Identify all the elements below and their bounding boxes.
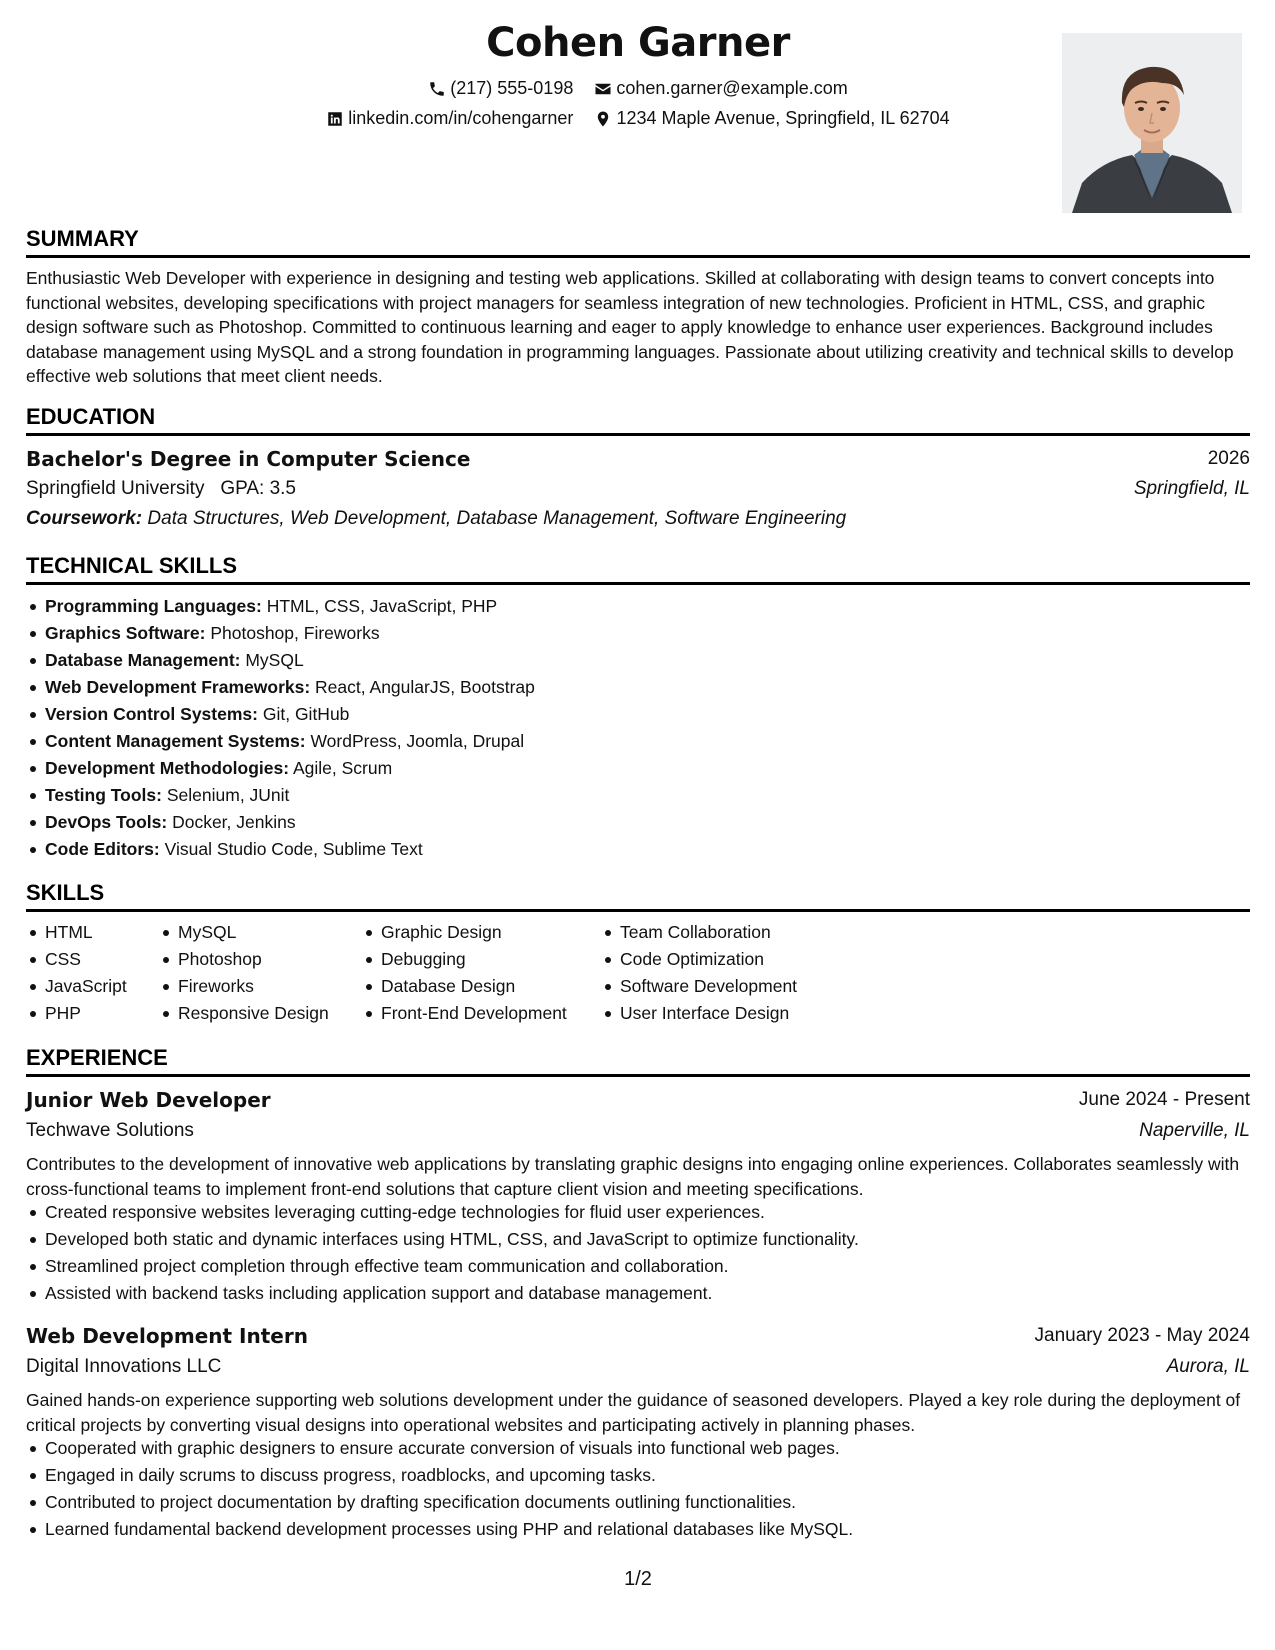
- list-item: Team Collaboration: [620, 919, 797, 946]
- list-item: Learned fundamental backend development processes using PHP and relational databases like MySQL.: [45, 1516, 853, 1543]
- list-item: [45, 809, 535, 836]
- skills-heading: SKILLS: [26, 880, 1250, 912]
- skill-label: DevOps Tools:: [45, 812, 168, 832]
- experience-heading: EXPERIENCE: [26, 1045, 1250, 1077]
- skill-value: Agile, Scrum: [292, 758, 393, 778]
- email-item[interactable]: [594, 78, 847, 99]
- skill-value: WordPress, Joomla, Drupal: [310, 731, 525, 751]
- skill-label: Code Editors:: [45, 839, 160, 859]
- address-text: 1234 Maple Avenue, Springfield, IL 62704: [616, 108, 950, 128]
- education-year: 2026: [1207, 448, 1250, 469]
- list-item: User Interface Design: [620, 1000, 797, 1027]
- list-item: [45, 755, 535, 782]
- list-item: [45, 620, 535, 647]
- skills-column-2: [159, 919, 329, 1027]
- technical-skills-list: [26, 593, 535, 863]
- list-item: [45, 728, 535, 755]
- education-heading: EDUCATION: [26, 404, 1250, 436]
- list-item: Code Optimization: [620, 946, 797, 973]
- skill-label: Testing Tools:: [45, 785, 162, 805]
- list-item: PHP: [45, 1000, 127, 1027]
- list-item: [45, 593, 535, 620]
- list-item: Streamlined project completion through effective team communication and collaboration.: [45, 1253, 859, 1280]
- job-2-dates: January 2023 - May 2024: [1034, 1325, 1250, 1346]
- skill-label: Database Management:: [45, 650, 241, 670]
- education-gpa: GPA: 3.5: [220, 478, 296, 499]
- email-link[interactable]: cohen.garner@example.com: [616, 78, 848, 98]
- envelope-icon: [594, 80, 612, 98]
- skill-value: Selenium, JUnit: [166, 785, 290, 805]
- phone-icon: [428, 80, 446, 98]
- list-item: Debugging: [381, 946, 567, 973]
- list-item: Assisted with backend tasks including application support and database management.: [45, 1280, 859, 1307]
- technical-skills-heading: TECHNICAL SKILLS: [26, 553, 1250, 585]
- skill-label: Version Control Systems:: [45, 704, 258, 724]
- list-item: MySQL: [178, 919, 329, 946]
- list-item: CSS: [45, 946, 127, 973]
- summary-text: Enthusiastic Web Developer with experience in designing and testing web applications. Skilled at collaborating with design teams to convert concepts into functional websites, developing specifications with project managers for seamless integration of new technologies. Proficient in HTML, CSS, and graphic design software such as Photoshop. Committed to continuous learning and eager to apply knowledge to enhance user experiences. Background includes database management using MySQL and a strong foundation in programming languages. Passionate about utilizing creativity and technical skills to develop effective web solutions that meet client needs.: [26, 268, 1234, 386]
- skills-column-3: [362, 919, 567, 1027]
- linkedin-link[interactable]: linkedin.com/in/cohengarner: [348, 108, 574, 128]
- list-item: Graphic Design: [381, 919, 567, 946]
- education-school: Springfield University: [26, 478, 205, 499]
- job-2-role: Web Development Intern: [26, 1324, 308, 1348]
- skill-value: Git, GitHub: [262, 704, 350, 724]
- list-item: Engaged in daily scrums to discuss progress, roadblocks, and upcoming tasks.: [45, 1462, 853, 1489]
- list-item: Responsive Design: [178, 1000, 329, 1027]
- job-1-bullets: [26, 1199, 859, 1307]
- skill-value: HTML, CSS, JavaScript, PHP: [266, 596, 498, 616]
- profile-photo-image: [1062, 33, 1242, 213]
- list-item: [45, 701, 535, 728]
- phone-item: [428, 78, 573, 99]
- list-item: Contributed to project documentation by drafting specification documents outlining functionalities.: [45, 1489, 853, 1516]
- education-location: Springfield, IL: [1133, 478, 1250, 499]
- education-coursework-wrap: [26, 506, 846, 532]
- coursework-list: Data Structures, Web Development, Database Management, Software Engineering: [147, 508, 847, 529]
- list-item: JavaScript: [45, 973, 127, 1000]
- job-1-description: Contributes to the development of innovative web applications by translating graphic designs into engaging online experiences. Collaborates seamlessly with cross-functional teams to implement front-end solutions that capture client vision and meeting specifications.: [26, 1154, 1240, 1199]
- job-1-dates: June 2024 - Present: [1078, 1089, 1250, 1110]
- map-pin-icon: [594, 110, 612, 128]
- list-item: [45, 674, 535, 701]
- list-item: Created responsive websites leveraging cutting-edge technologies for fluid user experiences.: [45, 1199, 859, 1226]
- list-item: Developed both static and dynamic interfaces using HTML, CSS, and JavaScript to optimize functionality.: [45, 1226, 859, 1253]
- list-item: [45, 782, 535, 809]
- page-number: 1/2: [624, 1568, 652, 1590]
- list-item: Front-End Development: [381, 1000, 567, 1027]
- list-item: [45, 647, 535, 674]
- skill-value: MySQL: [245, 650, 304, 670]
- linkedin-item[interactable]: [326, 108, 573, 129]
- resume-page: [26, 0, 1250, 1650]
- list-item: [45, 836, 535, 863]
- list-item: Database Design: [381, 973, 567, 1000]
- job-2-bullets: [26, 1435, 853, 1543]
- linkedin-icon: [326, 110, 344, 128]
- education-school-wrap: [26, 476, 296, 502]
- job-1-company: Techwave Solutions: [26, 1120, 194, 1141]
- job-2-company: Digital Innovations LLC: [26, 1356, 222, 1377]
- list-item: HTML: [45, 919, 127, 946]
- skill-value: React, AngularJS, Bootstrap: [315, 677, 535, 697]
- skill-label: Content Management Systems:: [45, 731, 306, 751]
- profile-photo: [1062, 33, 1242, 213]
- job-2-location: Aurora, IL: [1166, 1356, 1250, 1377]
- list-item: Photoshop: [178, 946, 329, 973]
- job-2-description: Gained hands-on experience supporting web solutions development under the guidance of seasoned developers. Played a key role during the deployment of critical projects by converting visual designs into operational websites and participating actively in planning phases.: [26, 1390, 1241, 1435]
- skill-label: Programming Languages:: [45, 596, 262, 616]
- candidate-name: Cohen Garner: [486, 20, 790, 66]
- skill-label: Development Methodologies:: [45, 758, 290, 778]
- list-item: Fireworks: [178, 973, 329, 1000]
- skill-value: Docker, Jenkins: [172, 812, 296, 832]
- coursework-label: Coursework:: [26, 508, 143, 529]
- list-item: Cooperated with graphic designers to ensure accurate conversion of visuals into functional web pages.: [45, 1435, 853, 1462]
- skills-column-4: [601, 919, 797, 1027]
- skill-label: Web Development Frameworks:: [45, 677, 311, 697]
- job-1-location: Naperville, IL: [1139, 1120, 1250, 1141]
- education-degree: Bachelor's Degree in Computer Science: [26, 447, 471, 471]
- skills-column-1: [26, 919, 127, 1027]
- skill-label: Graphics Software:: [45, 623, 206, 643]
- job-1-role: Junior Web Developer: [26, 1088, 271, 1112]
- skill-value: Visual Studio Code, Sublime Text: [164, 839, 423, 859]
- summary-heading: SUMMARY: [26, 226, 1250, 258]
- skill-value: Photoshop, Fireworks: [210, 623, 380, 643]
- address-item: [594, 108, 949, 129]
- phone-text: (217) 555-0198: [450, 78, 574, 98]
- list-item: Software Development: [620, 973, 797, 1000]
